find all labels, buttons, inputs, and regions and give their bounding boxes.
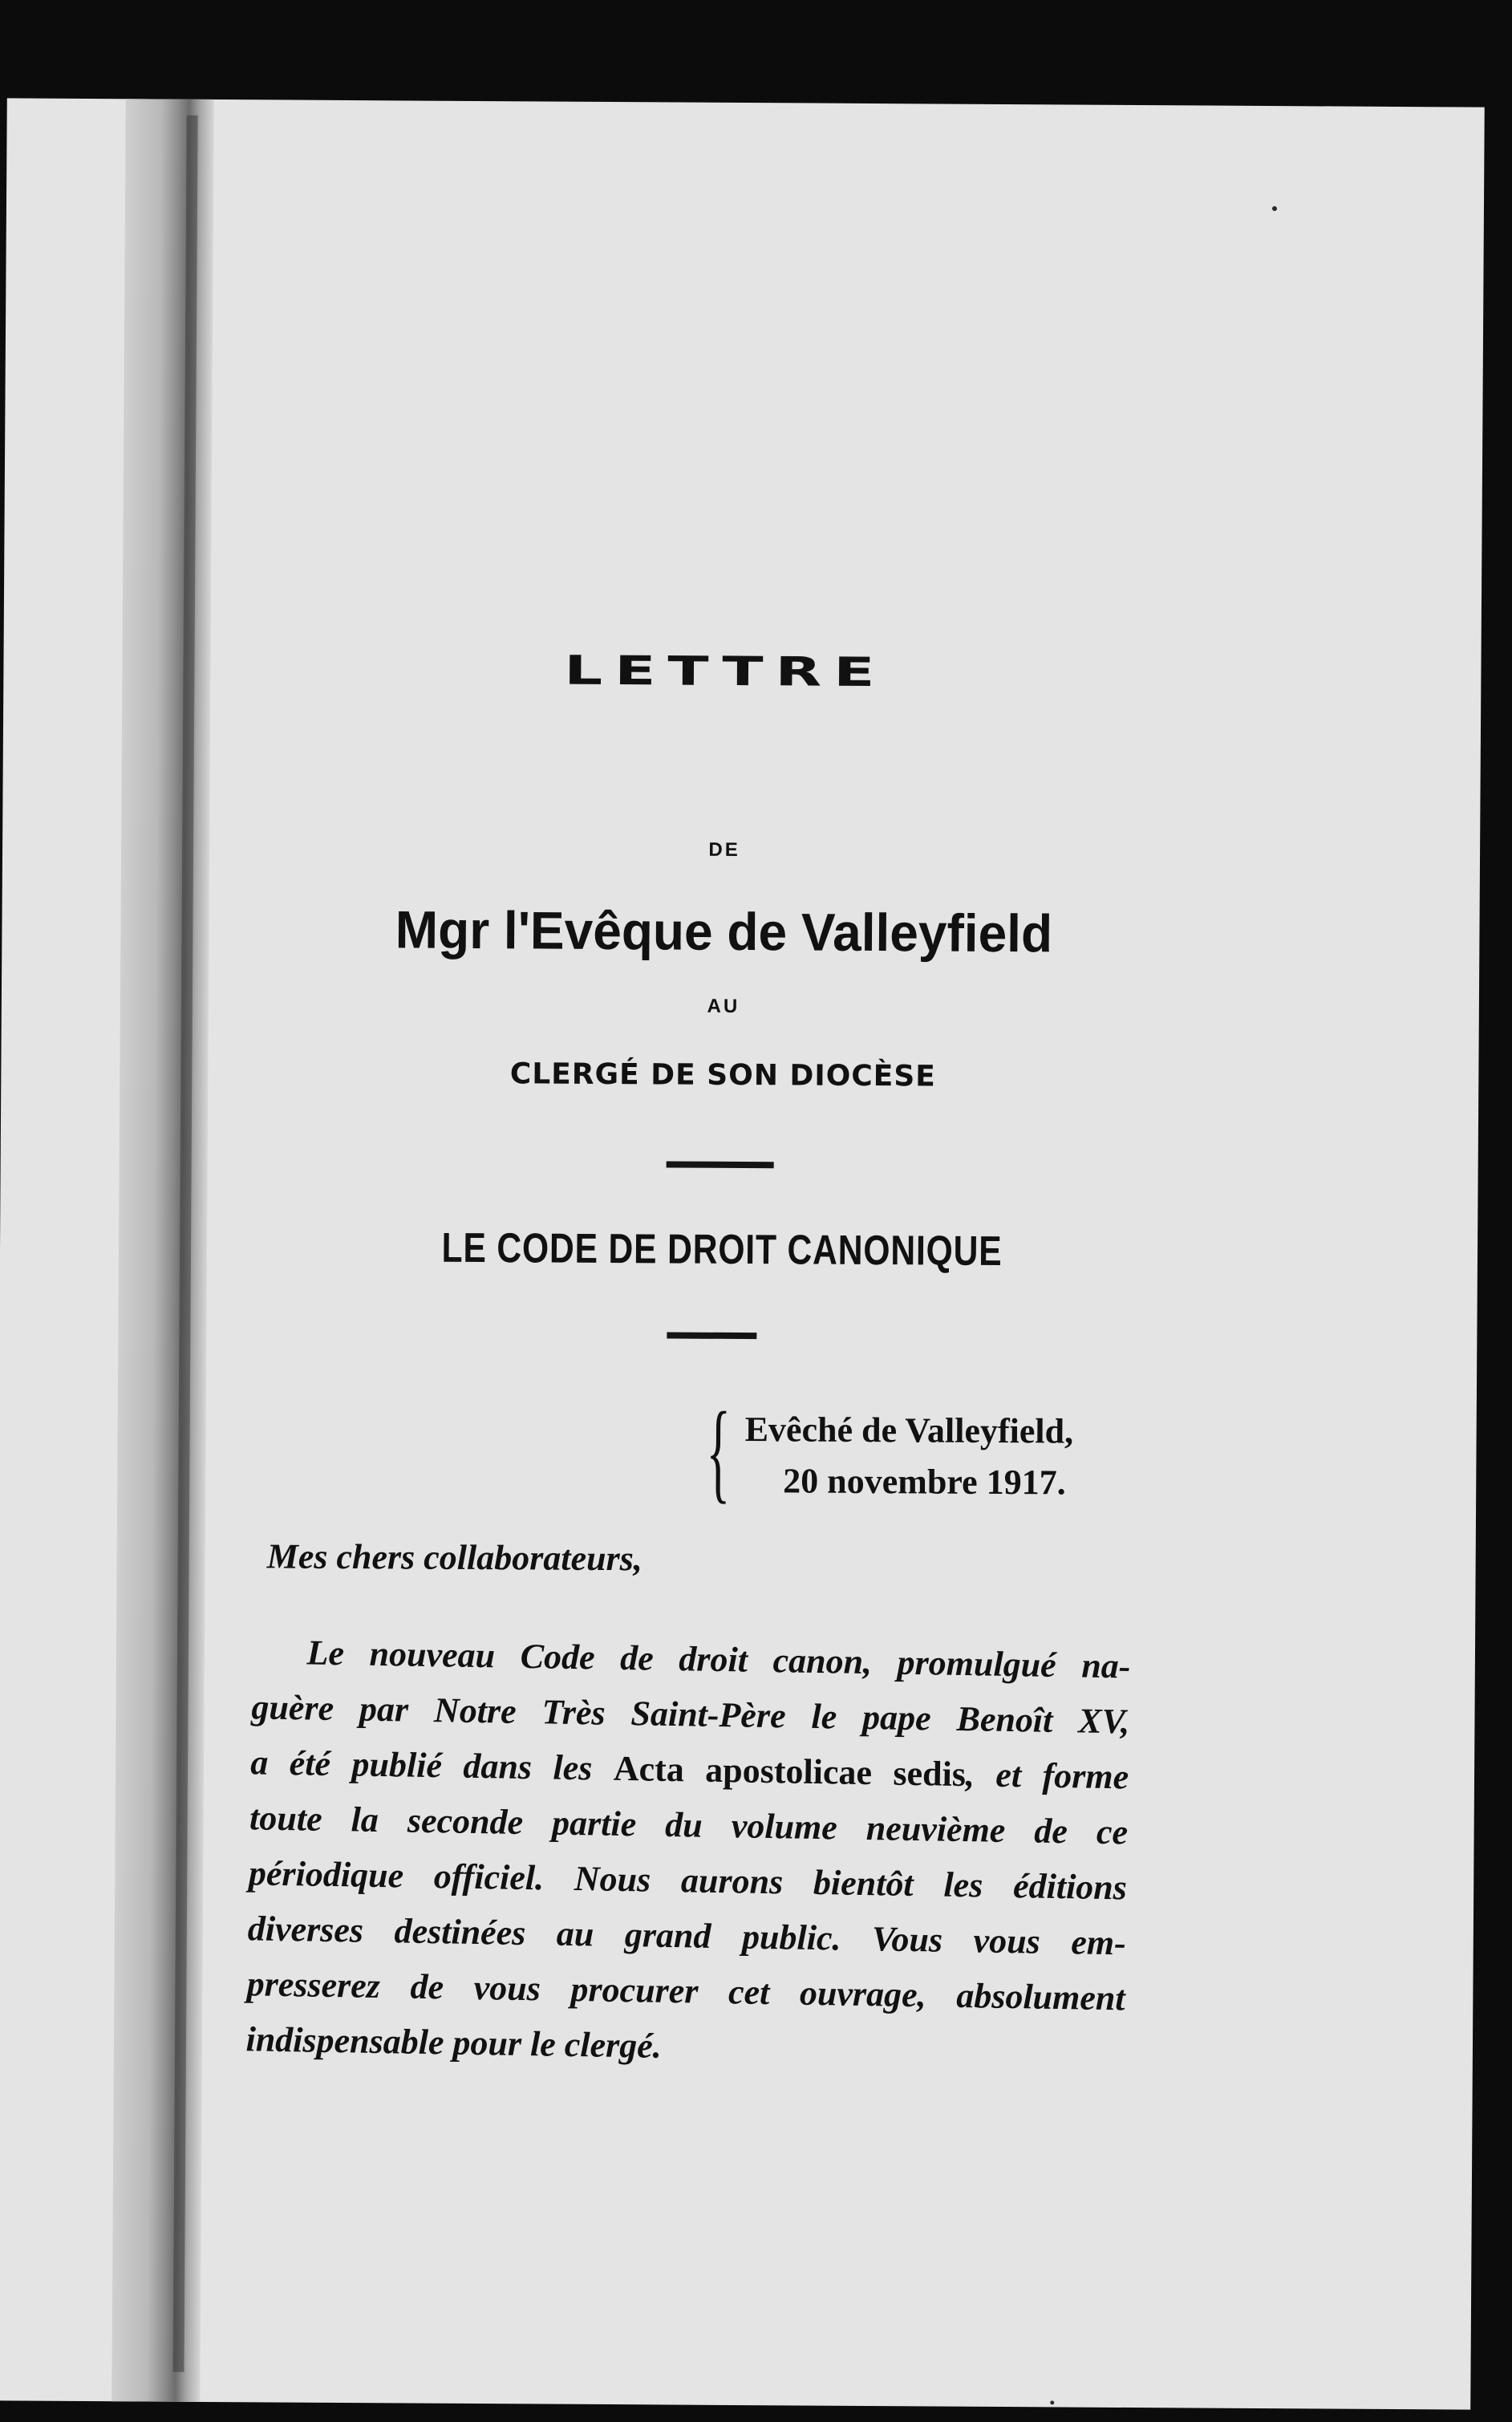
- scanned-page: [0, 98, 1485, 2409]
- speck: [1272, 206, 1277, 211]
- heading-lettre: LETTRE: [564, 647, 887, 696]
- text-line: guère par Notre Très Saint-Père le pape Benoît XV,: [251, 1687, 1130, 1742]
- text-line: indispensable pour le clergé.: [245, 2019, 663, 2066]
- dateline-place: Evêché de Valleyfield,: [744, 1410, 1074, 1451]
- speck: [1050, 2400, 1054, 2404]
- text-line: presserez de vous procurer cet ouvrage, absolument: [246, 1964, 1125, 2018]
- journal-title: Acta apostolicae sedis: [613, 1748, 967, 1795]
- text-line: périodique officiel. Nous aurons bientôt les éditions: [248, 1853, 1128, 1908]
- brace-glyph: {: [706, 1389, 732, 1514]
- body-paragraph: [245, 1624, 1131, 2081]
- subject-heading: LE CODE DE DROIT CANONIQUE: [441, 1224, 1003, 1276]
- text-line: Le nouveau Code de droit canon, promulgué na-: [306, 1633, 1131, 1686]
- book-gutter: [111, 99, 214, 2402]
- text-line: toute la seconde partie du volume neuvième de ce: [249, 1798, 1129, 1852]
- divider: [667, 1161, 774, 1168]
- salutation: Mes chers collaborateurs,: [266, 1536, 642, 1579]
- dateline-date: 20 novembre 1917.: [783, 1461, 1066, 1503]
- heading-au: AU: [707, 995, 740, 1018]
- divider: [667, 1332, 756, 1339]
- heading-recipient: CLERGÉ DE SON DIOCÈSE: [509, 1057, 936, 1093]
- page-title: Mgr l'Evêque de Valleyfield: [395, 899, 1053, 964]
- heading-de: DE: [708, 838, 740, 862]
- text-line: diverses destinées au grand public. Vous vous em-: [247, 1909, 1127, 1963]
- text-fragment: a été publié dans les: [249, 1742, 614, 1788]
- text-fragment: , et forme: [965, 1755, 1129, 1797]
